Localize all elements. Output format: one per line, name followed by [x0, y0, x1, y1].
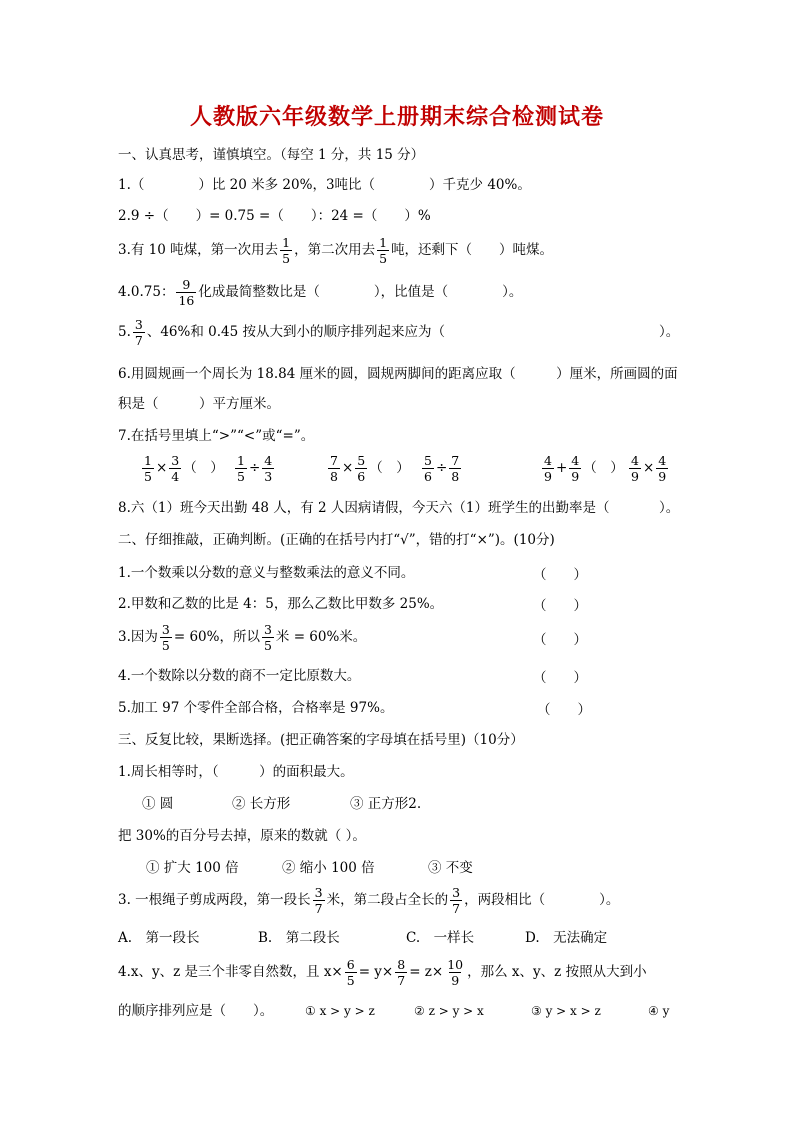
- fraction: $\frac{3}{7}$: [134, 317, 143, 348]
- answer-paren[interactable]: （ ）: [583, 460, 624, 476]
- fraction: $\frac{6}{5}$: [346, 957, 355, 988]
- s2-question-2: 2.甲数和乙数的比是 4：5，那么乙数比甲数多 25%。: [118, 596, 444, 612]
- answer-paren[interactable]: （ ）: [369, 460, 410, 476]
- page-title: 人教版六年级数学上册期末综合检测试卷: [189, 104, 604, 130]
- answer-paren[interactable]: （ ）: [537, 702, 591, 718]
- s2-question-4: 4.一个数除以分数的商不一定比原数大。: [118, 668, 361, 684]
- option[interactable]: A. 第一段长: [118, 930, 200, 946]
- s1-question-5: 5. $\frac{3}{7}$ 、46%和 0.45 按从大到小的顺序排列起来应为（ ）。: [118, 317, 680, 348]
- option[interactable]: ③ 不变: [428, 860, 473, 876]
- fraction: $\frac{3}{4}$: [171, 453, 180, 484]
- operator: ×: [155, 460, 168, 476]
- s3-question-1: 1.周长相等时，（ ）的面积最大。: [118, 764, 354, 780]
- fraction: $\frac{4}{9}$: [571, 453, 580, 484]
- fraction: $\frac{3}{5}$: [263, 622, 272, 653]
- s1-question-7: 7.在括号里填上“>”“<”或“=”。: [118, 428, 315, 444]
- comparison-expression: [540, 448, 624, 488]
- option[interactable]: ④ y: [648, 1004, 670, 1018]
- section-3-heading: 三、反复比较，果断选择。(把正确答案的字母填在括号里)（10分）: [118, 732, 524, 748]
- fraction: $\frac{1}{5}$: [144, 453, 152, 484]
- fraction: $\frac{3}{7}$: [452, 885, 461, 916]
- option[interactable]: ① 圆: [142, 796, 174, 812]
- section-1-heading: 一、认真思考，谨慎填空。（每空 1 分，共 15 分）: [118, 147, 425, 163]
- s1-question-6-line-1: 6.用圆规画一个周长为 18.84 厘米的圆，圆规两脚间的距离应取（ ）厘米，所画圆的面: [118, 366, 678, 382]
- comparison-expression: [233, 448, 276, 488]
- option[interactable]: ② z > y > x: [414, 1004, 484, 1018]
- fraction: $\frac{1}{5}$: [379, 235, 388, 266]
- option[interactable]: D. 无法确定: [525, 930, 608, 946]
- answer-paren[interactable]: （ ）: [183, 460, 224, 476]
- comparison-expression: [326, 448, 410, 488]
- s1-question-2: 2.9 ÷（ ）= 0.75 =（ ）：24 =（ ）%: [118, 208, 431, 224]
- option[interactable]: B. 第二段长: [258, 930, 340, 946]
- fraction: $\frac{10}{9}$: [447, 957, 464, 988]
- s1-question-1: 1.（ ）比 20 米多 20%，3吨比（ ）千克少 40%。: [118, 177, 531, 193]
- fraction: $\frac{9}{16}$: [178, 277, 195, 308]
- s3-question-4-line-2: 的顺序排列应是（ ）。: [118, 1003, 274, 1019]
- operator: ×: [642, 460, 655, 476]
- answer-paren[interactable]: （ ）: [533, 567, 587, 583]
- fraction: $\frac{3}{7}$: [314, 885, 323, 916]
- operator: ÷: [248, 460, 261, 476]
- s1-question-8: 8.六（1）班今天出勤 48 人，有 2 人因病请假，今天六（1）班学生的出勤率是（ ）。: [118, 500, 680, 516]
- comparison-expression: [627, 448, 670, 488]
- s3-question-3: 3. 一根绳子剪成两段，第一段长 $\frac{3}{7}$ 米，第二段占全长的 $\frac{3}{7}$ ，两段相比（ ）。: [118, 885, 620, 916]
- operator: +: [555, 460, 568, 476]
- answer-paren[interactable]: （ ）: [533, 632, 587, 648]
- fraction: $\frac{5}{6}$: [424, 453, 432, 484]
- fraction: $\frac{4}{9}$: [658, 453, 667, 484]
- comparison-expression: [140, 448, 224, 488]
- option[interactable]: C. 一样长: [406, 930, 475, 946]
- s1-question-3: 3.有 10 吨煤，第一次用去 $\frac{1}{5}$ ，第二次用去 $\frac{1}{5}$ 吨，还剩下（ ）吨煤。: [118, 235, 554, 266]
- fraction: $\frac{4}{9}$: [631, 453, 639, 484]
- option[interactable]: ① x > y > z: [305, 1004, 375, 1018]
- option[interactable]: ③ 正方形2.: [350, 796, 422, 812]
- fraction: $\frac{1}{5}$: [282, 235, 291, 266]
- fraction: $\frac{5}{6}$: [357, 453, 366, 484]
- option[interactable]: ① 扩大 100 倍: [146, 860, 239, 876]
- answer-paren[interactable]: （ ）: [533, 670, 587, 686]
- fraction: $\frac{3}{5}$: [161, 622, 170, 653]
- fraction: $\frac{4}{9}$: [544, 453, 552, 484]
- s3-question-2: 把 30%的百分号去掉，原来的数就（ ）。: [118, 828, 366, 844]
- section-2-heading: 二、仔细推敲，正确判断。(正确的在括号内打“√”，错的打“×”)。(10分): [118, 532, 555, 548]
- fraction: $\frac{7}{8}$: [330, 453, 338, 484]
- option[interactable]: ② 缩小 100 倍: [282, 860, 375, 876]
- answer-paren[interactable]: （ ）: [533, 598, 587, 614]
- fraction: $\frac{8}{7}$: [397, 957, 406, 988]
- fraction: $\frac{7}{8}$: [451, 453, 460, 484]
- s1-question-4: 4.0.75： $\frac{9}{16}$ 化成最简整数比是（ ），比值是（ ）。: [118, 277, 523, 308]
- fraction: $\frac{4}{3}$: [264, 453, 273, 484]
- option[interactable]: ② 长方形: [232, 796, 291, 812]
- option[interactable]: ③ y > x > z: [531, 1004, 601, 1018]
- s2-question-3: 3.因为 $\frac{3}{5}$ = 60%，所以 $\frac{3}{5}$ 米 = 60%米。: [118, 622, 367, 653]
- comparison-expression: [420, 448, 463, 488]
- operator: ÷: [435, 460, 448, 476]
- s3-question-4: 4.x、y、z 是三个非零自然数，且 x× $\frac{6}{5}$ = y× $\frac{8}{7}$ = z× $\frac{10}{9}$ ，那么 x、y、z 按照从大到小: [118, 957, 647, 988]
- operator: ×: [341, 460, 354, 476]
- s2-question-1: 1.一个数乘以分数的意义与整数乘法的意义不同。: [118, 565, 415, 581]
- s2-question-5: 5.加工 97 个零件全部合格，合格率是 97%。: [118, 700, 394, 716]
- s1-question-6-line-2: 积是（ ）平方厘米。: [118, 396, 280, 412]
- fraction: $\frac{1}{5}$: [237, 453, 245, 484]
